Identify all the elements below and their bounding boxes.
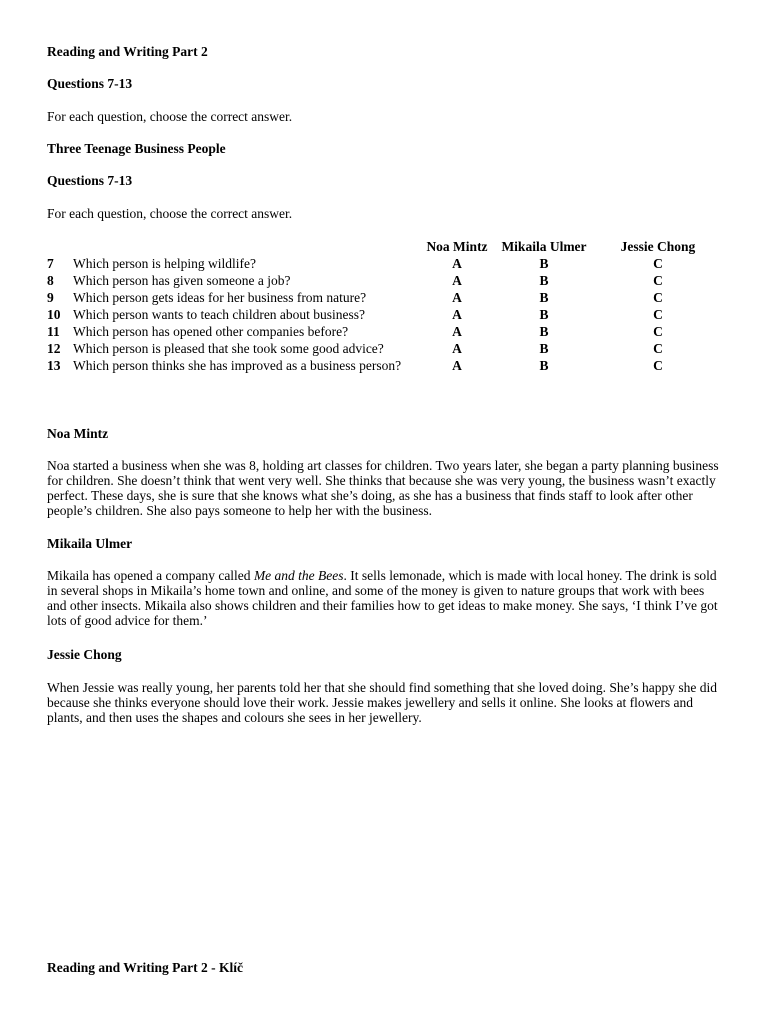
option-a: A xyxy=(452,358,462,373)
section-heading-noa: Noa Mintz xyxy=(47,426,109,441)
table-row xyxy=(45,340,721,357)
table-row xyxy=(45,323,721,340)
question-number: 11 xyxy=(47,324,60,339)
instruction-text: For each question, choose the correct answer. xyxy=(47,109,293,124)
question-text: Which person has opened other companies before? xyxy=(73,324,349,339)
article-title: Three Teenage Business People xyxy=(47,141,226,156)
option-c: C xyxy=(653,307,663,322)
question-number: 10 xyxy=(47,307,61,322)
table-header-row xyxy=(45,238,721,255)
instruction-text: For each question, choose the correct answer. xyxy=(47,206,293,221)
option-b: B xyxy=(539,358,549,373)
section-text-mikaila xyxy=(47,568,725,628)
question-number: 7 xyxy=(47,256,54,271)
option-a: A xyxy=(452,273,462,288)
question-text: Which person has given someone a job? xyxy=(73,273,291,288)
section-text-noa: Noa started a business when she was 8, holding art classes for children. Two years later, she began a party planning business for children. She doesn’t think that went very well. She thinks that because she was very young, the business wasn’t exactly perfect. These days, she is sure that she knows what she’s doing, as she has a business that finds staff to look after other people’s children. She also pays someone to help her with the business. xyxy=(47,458,719,518)
section-heading-mikaila: Mikaila Ulmer xyxy=(47,536,133,551)
option-b: B xyxy=(539,324,549,339)
option-b: B xyxy=(539,341,549,356)
option-a: A xyxy=(452,307,462,322)
option-a: A xyxy=(452,256,462,271)
table-row xyxy=(45,255,721,272)
option-b: B xyxy=(539,290,549,305)
option-b: B xyxy=(539,307,549,322)
question-text: Which person gets ideas for her business from nature? xyxy=(73,290,367,305)
question-text: Which person wants to teach children about business? xyxy=(73,307,366,322)
option-b: B xyxy=(539,273,549,288)
option-c: C xyxy=(653,324,663,339)
question-number: 13 xyxy=(47,358,61,373)
question-number: 9 xyxy=(47,290,54,305)
question-number: 12 xyxy=(47,341,61,356)
column-header-jessie: Jessie Chong xyxy=(620,239,696,254)
option-c: C xyxy=(653,341,663,356)
questions-table xyxy=(45,238,721,374)
answer-key-title: Reading and Writing Part 2 - Klíč xyxy=(47,960,244,975)
option-a: A xyxy=(452,324,462,339)
question-text: Which person thinks she has improved as a business person? xyxy=(73,358,402,373)
part-title: Reading and Writing Part 2 xyxy=(47,44,208,59)
option-c: C xyxy=(653,290,663,305)
table-row xyxy=(45,306,721,323)
option-a: A xyxy=(452,341,462,356)
option-c: C xyxy=(653,273,663,288)
option-c: C xyxy=(653,358,663,373)
column-header-mikaila: Mikaila Ulmer xyxy=(501,239,587,254)
company-name: Me and the Bees xyxy=(253,568,344,583)
section-heading-jessie: Jessie Chong xyxy=(47,647,122,662)
question-text: Which person is pleased that she took some good advice? xyxy=(73,341,384,356)
column-header-noa: Noa Mintz xyxy=(426,239,488,254)
option-a: A xyxy=(452,290,462,305)
table-row xyxy=(45,289,721,306)
table-row xyxy=(45,272,721,289)
option-b: B xyxy=(539,256,549,271)
questions-heading: Questions 7-13 xyxy=(47,76,133,91)
text-segment: Mikaila has opened a company called xyxy=(47,568,254,583)
table-row xyxy=(45,357,721,374)
questions-heading: Questions 7-13 xyxy=(47,173,133,188)
question-number: 8 xyxy=(47,273,54,288)
option-c: C xyxy=(653,256,663,271)
section-text-jessie: When Jessie was really young, her parents told her that she should find something that she loved doing. She’s happy she did because she thinks everyone should love their work. Jessie makes jewellery and sells it online. She looks at flowers and plants, and then uses the shapes and colours she sees in her jewellery. xyxy=(47,680,718,725)
text-segment: . It sells lemonade, which is made with local honey. The drink is sold in several shops in Mikaila’s home town and online, and some of the money is given to nature groups that work with bees and other insects. Mikaila also shows children and their families how to get ideas to make money. She says, ‘I think I’ve got lots of good advice for them.’ xyxy=(47,568,718,628)
question-text: Which person is helping wildlife? xyxy=(73,256,256,271)
